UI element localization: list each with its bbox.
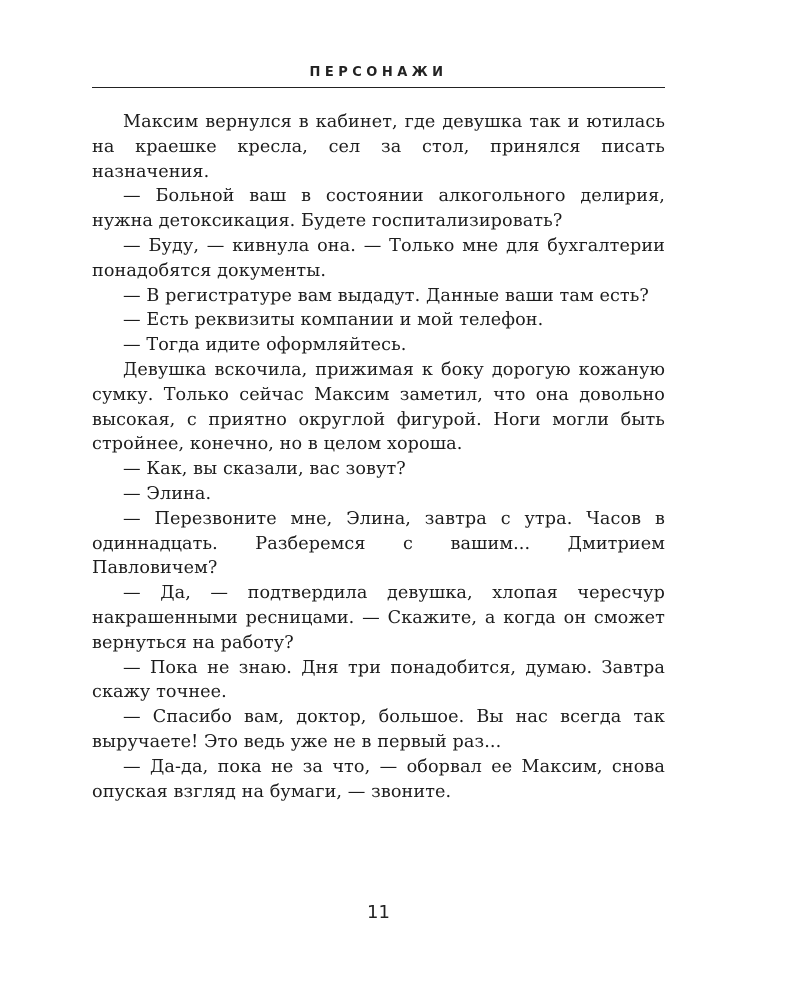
paragraph: — Да, — подтвердила девушка, хлопая чересчур накрашенными ресницами. — Скажите, а когда он сможет вернуться на работу? — [92, 583, 665, 653]
paragraph: — Буду, — кивнула она. — Только мне для бухгалтерии понадобятся документы. — [92, 235, 665, 281]
paragraph: — Есть реквизиты компании и мой телефон. — [123, 310, 544, 331]
paragraph: — В регистратуре вам выдадут. Данные ваши там есть? — [123, 285, 649, 306]
paragraph: Максим вернулся в кабинет, где девушка так и ютилась на краешке кресла, сел за стол, принялся писать назначения. — [92, 112, 665, 182]
paragraph: — Элина. — [123, 483, 212, 504]
paragraph: — Тогда идите оформляйтесь. — [123, 335, 407, 356]
header-rule — [92, 87, 665, 88]
body-text — [92, 110, 665, 804]
paragraph: — Перезвоните мне, Элина, завтра с утра. Часов в одиннадцать. Разберемся с вашим... Дмитрием Павловичем? — [92, 508, 665, 579]
paragraph: — Спасибо вам, доктор, большое. Вы нас всегда так выручаете! Это ведь уже не в первый раз... — [92, 707, 665, 752]
paragraph: — Пока не знаю. Дня три понадобится, думаю. Завтра скажу точнее. — [92, 657, 665, 703]
paragraph: Девушка вскочила, прижимая к боку дорогую кожаную сумку. Только сейчас Максим заметил, что она довольно высокая, с приятно округлой фигурой. Ноги могли быть стройнее, конечно, но в целом хороша. — [92, 359, 665, 455]
paragraph: — Как, вы сказали, вас зовут? — [123, 459, 406, 480]
running-head: ПЕРСОНАЖИ — [309, 65, 448, 80]
paragraph: — Да-да, пока не за что, — оборвал ее Максим, снова опуская взгляд на бумаги, — звоните. — [92, 756, 665, 802]
paragraph: — Больной ваш в состоянии алкогольного делирия, нужна детоксикация. Будете госпитализировать? — [92, 186, 665, 232]
page-number: 11 — [367, 902, 390, 923]
